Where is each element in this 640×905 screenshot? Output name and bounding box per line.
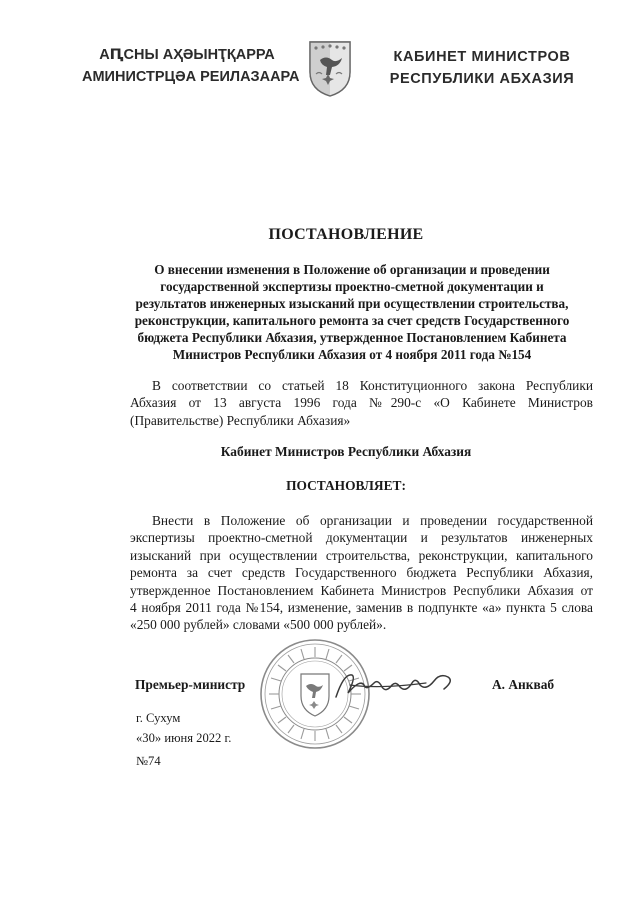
decrees-heading: ПОСТАНОВЛЯЕТ: bbox=[286, 478, 406, 493]
signatory-position: Премьер-министр bbox=[135, 677, 246, 692]
decree-line: утвержденное Постановлением Кабинета Министров Республики Абхазия от bbox=[130, 582, 593, 598]
basis-line: В соответствии со статьей 18 Конституционного закона Республики bbox=[152, 378, 593, 393]
handwritten-signature bbox=[330, 665, 460, 705]
issue-date: «30» июня 2022 г. bbox=[136, 731, 232, 745]
decree-line: «250 000 рублей» словами «500 000 рублей». bbox=[130, 617, 387, 633]
subject-line: реконструкции, капитального ремонта за счет средств Государственного bbox=[134, 313, 570, 328]
decree-line: Внести в Положение об организации и проведении государственной bbox=[152, 513, 593, 528]
subject-line: Министров Республики Абхазия от 4 ноября 2011 года №154 bbox=[172, 347, 532, 362]
subject-line: бюджета Республики Абхазия, утвержденное Постановлением Кабинета bbox=[137, 330, 567, 345]
document-number: №74 bbox=[136, 754, 161, 768]
decree-line: ремонта за счет средств Государственного бюджета Республики Абхазия, bbox=[130, 565, 593, 581]
letterhead-abkhaz bbox=[82, 44, 300, 88]
decree-paragraph bbox=[130, 512, 593, 634]
document-title: ПОСТАНОВЛЕНИЕ bbox=[268, 226, 424, 243]
document-subject bbox=[112, 261, 592, 363]
letterhead-russian-line1: КАБИНЕТ МИНИСТРОВ bbox=[393, 49, 571, 65]
issuer-heading: Кабинет Министров Республики Абхазия bbox=[220, 444, 472, 459]
letterhead-russian bbox=[382, 46, 582, 90]
basis-line: Абхазия от 13 августа 1996 года №290-с «О Кабинете Министров bbox=[130, 395, 593, 411]
letterhead-abkhaz-line1: АԤСНЫ АҲӘЫНҬҚАРРА bbox=[99, 47, 275, 63]
coat-of-arms-icon bbox=[306, 38, 354, 98]
basis-line: (Правительстве) Республики Абхазия» bbox=[130, 412, 351, 428]
letterhead-abkhaz-line2: АМИНИСТРЦӘА РЕИЛАЗААРА bbox=[82, 69, 300, 85]
subject-line: результатов инженерных изысканий при осуществлении строительства, bbox=[135, 296, 569, 311]
decree-line: изысканий при осуществлении строительства, реконструкции, капитального bbox=[130, 547, 593, 563]
issue-city: г. Сухум bbox=[136, 711, 181, 725]
letterhead-russian-line2: РЕСПУБЛИКИ АБХАЗИЯ bbox=[389, 71, 575, 87]
subject-line: О внесении изменения в Положение об организации и проведении bbox=[154, 262, 550, 277]
subject-line: государственной экспертизы проектно-сметной документации и bbox=[160, 279, 544, 294]
decree-line: 4 ноября 2011 года №154, изменение, заменив в подпункте «а» пункта 5 слова bbox=[130, 600, 593, 616]
signatory-name: А. Анкваб bbox=[492, 677, 555, 692]
legal-basis-paragraph bbox=[130, 377, 593, 429]
decree-line: экспертизы проектно-сметной документации и результатов инженерных bbox=[130, 530, 593, 546]
